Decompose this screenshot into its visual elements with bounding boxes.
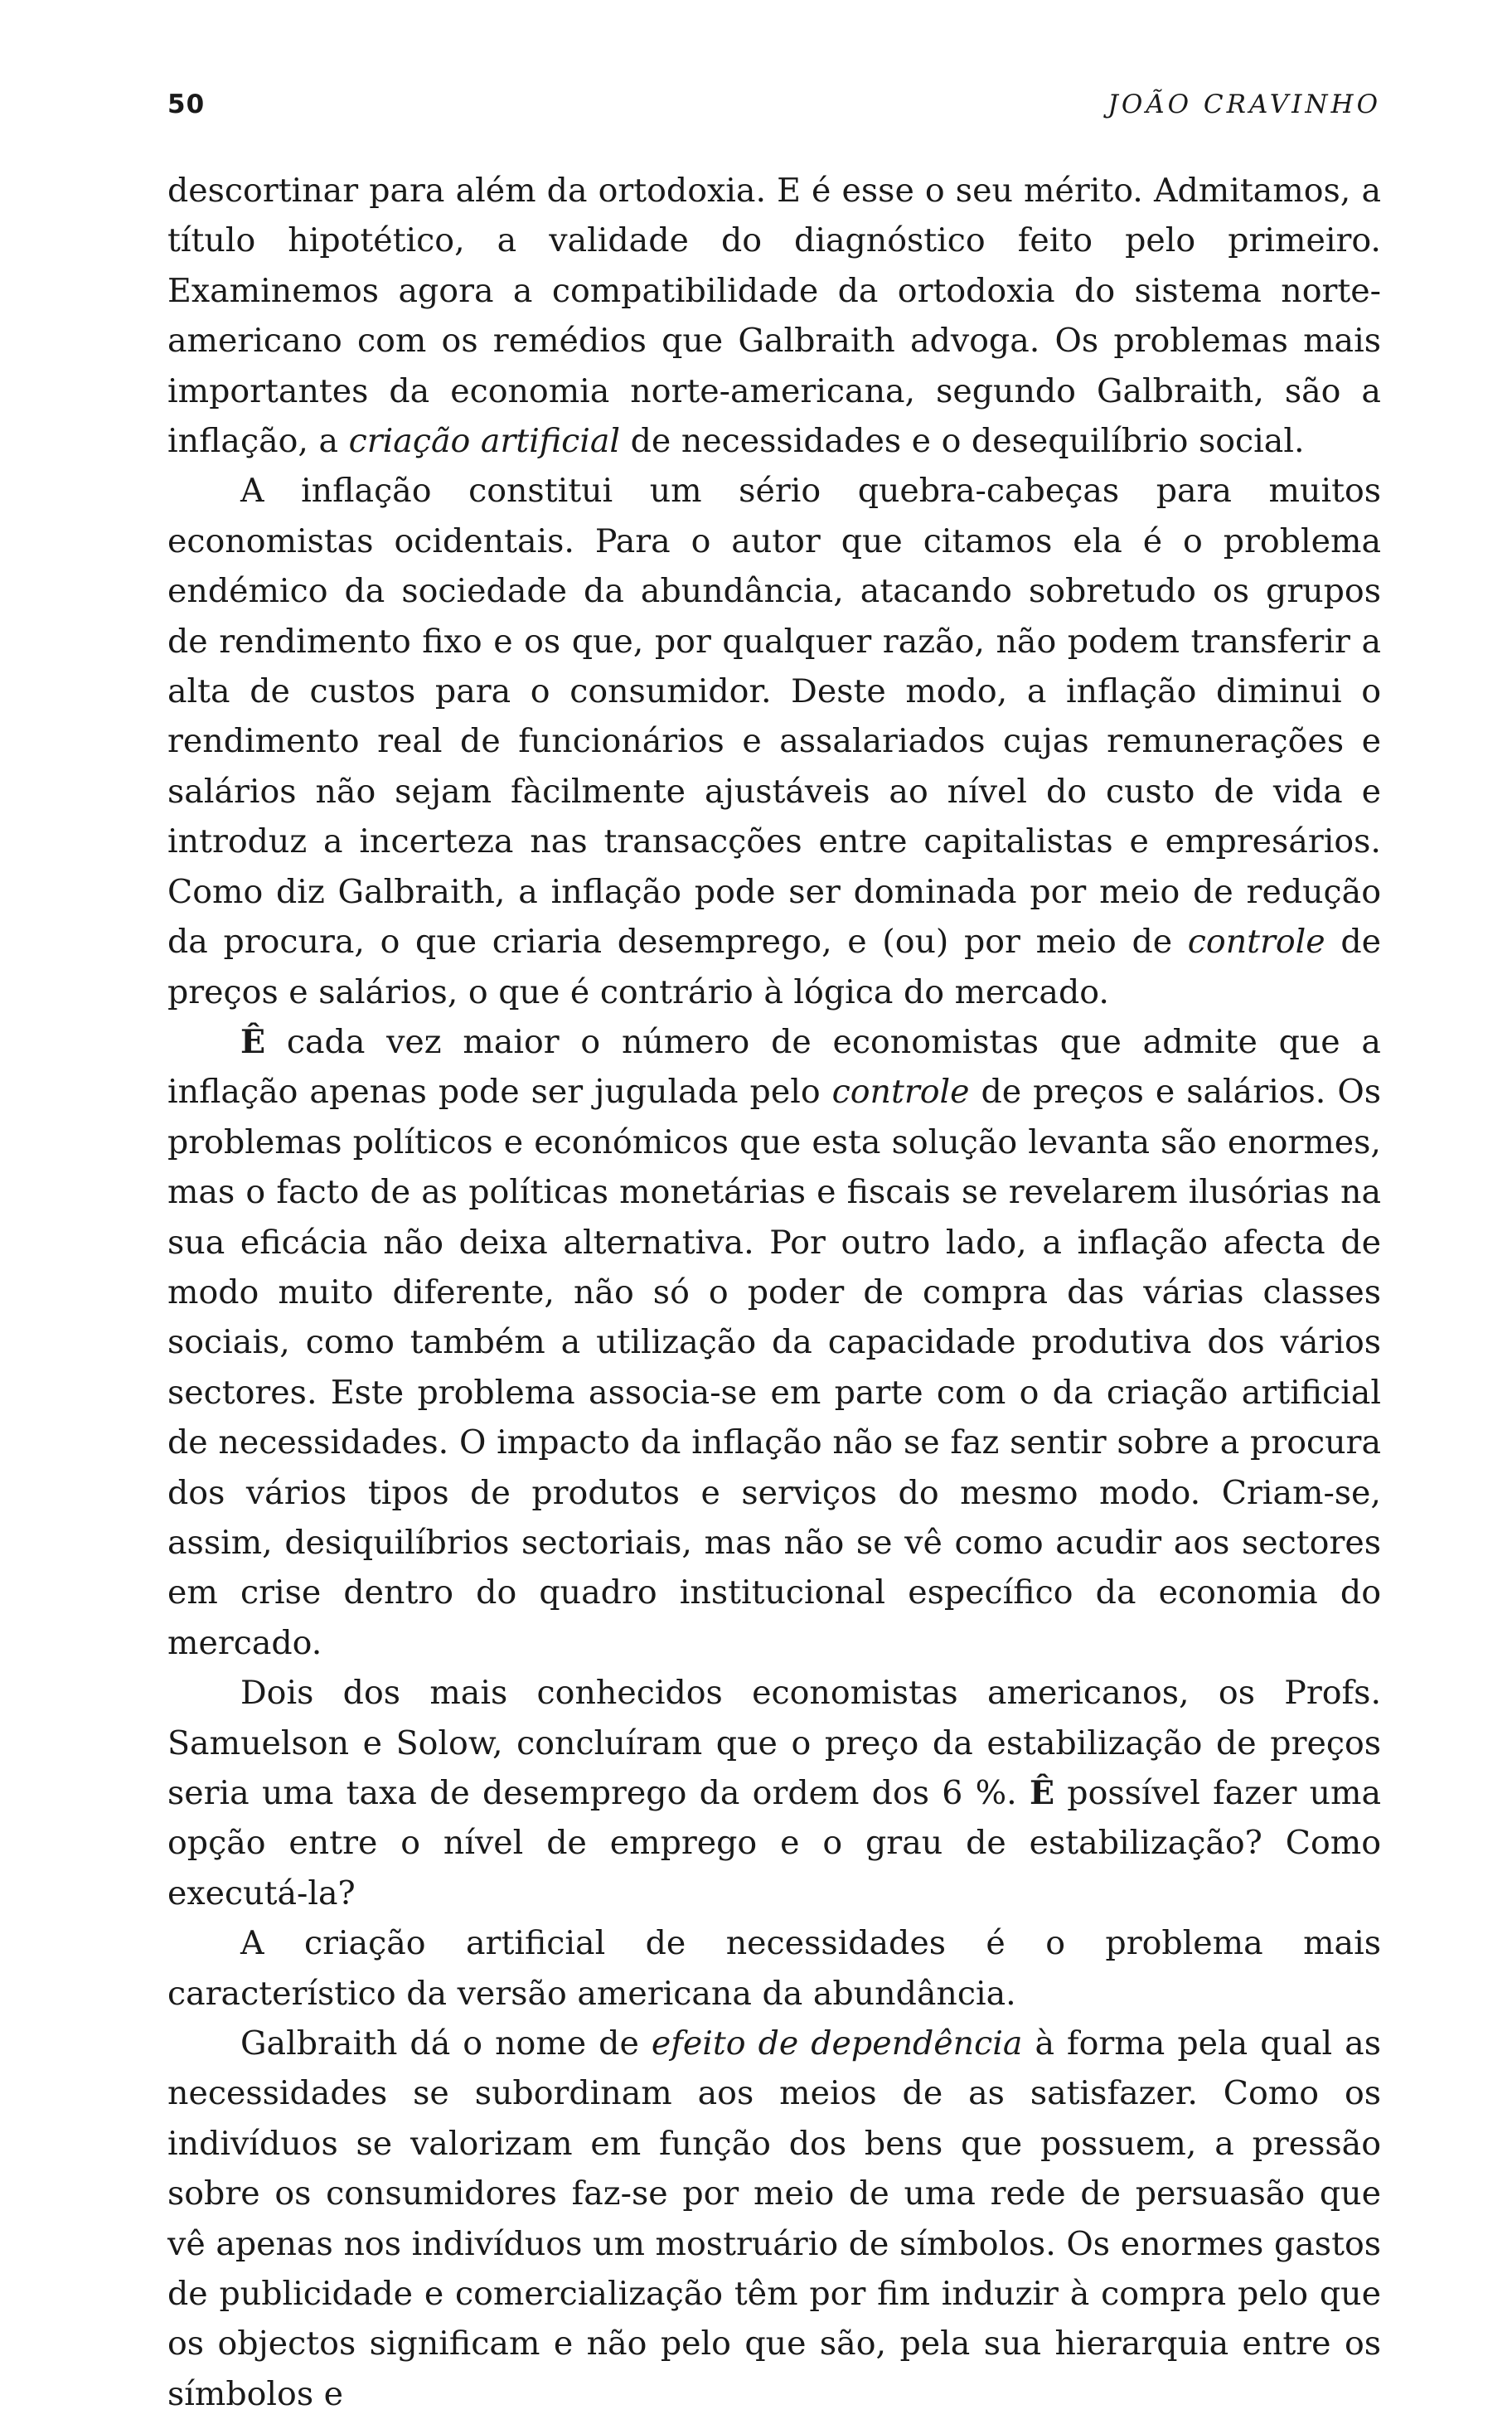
italic-phrase: criação artificial (348, 422, 621, 461)
text-run: descortinar para além da ortodoxia. E é esse o seu mérito. Admitamos, a título hipotético, a validade do diagnóstico feito pelo primeiro. Examinemos agora a compatibilidade da ortodoxia do sistema norte-americano com os remédios que Galbraith advoga. Os problemas mais importantes da economia norte-americana, segundo Galbraith, são a inflação, a (167, 172, 1381, 461)
running-head (167, 90, 1381, 129)
paragraph (167, 166, 1381, 466)
text-run: A inflação constitui um sério quebra-cabeças para muitos economistas ocidentais. Para o autor que citamos ela é o problema endémico da sociedade da abundância, atacando sobretudo os grupos de rendimento fixo e os que, por qualquer razão, não podem transferir a alta de custos para o consumidor. Deste modo, a inflação diminui o rendimento real de funcionários e assalariados cujas remunerações e salários não sejam fàcilmente ajustáveis ao nível do custo de vida e introduz a incerteza nas transacções entre capitalistas e empresários. Como diz Galbraith, a inflação pode ser dominada por meio de redução da procura, o que criaria desemprego, e (ou) por meio de (167, 472, 1381, 962)
text-run: à forma pela qual as necessidades se subordinam aos meios de as satisfazer. Como os indivíduos se valorizam em função dos bens que possuem, a pressão sobre os consumidores faz-se por meio de uma rede de persuasão que vê apenas nos indivíduos um mostruário de símbolos. Os enormes gastos de publicidade e comercialização têm por fim induzir à compra pelo que os objectos significam e não pelo que são, pela sua hierarquia entre os símbolos e (167, 2024, 1381, 2413)
italic-phrase: controle (831, 1073, 970, 1112)
running-head-author: JOÃO CRAVINHO (1107, 90, 1381, 119)
text-run: possível fazer uma opção entre o nível de emprego e o grau de estabilização? Como executá-la? (167, 1774, 1382, 1912)
italic-phrase: controle (1187, 923, 1325, 962)
text-run: cada vez maior o número de economistas que admite que a inflação apenas pode ser jugulada pelo (167, 1022, 1381, 1112)
paragraph (167, 2019, 1381, 2419)
italic-phrase: efeito de dependência (651, 2024, 1023, 2063)
body-text (167, 166, 1381, 2419)
paragraph (167, 466, 1381, 1016)
text-run: A criação artificial de necessidades é o problema mais característico da versão americana da abundância. (167, 1924, 1381, 2013)
bold-letter: Ê (240, 1022, 266, 1061)
page-number: 50 (167, 90, 206, 119)
paragraph (167, 1668, 1381, 1918)
bold-letter: Ê (1029, 1774, 1055, 1812)
text-run: Dois dos mais conhecidos economistas americanos, os Profs. Samuelson e Solow, concluíram que o preço da estabilização de preços seria uma taxa de desemprego da ordem dos 6 %. (167, 1674, 1381, 1812)
text-run: de preços e salários, o que é contrário à lógica do mercado. (167, 923, 1381, 1011)
paragraph (167, 1017, 1381, 1668)
text-run: Galbraith dá o nome de (240, 2024, 652, 2063)
text-run: de necessidades e o desequilíbrio social. (620, 422, 1305, 461)
text-run: de preços e salários. Os problemas políticos e económicos que esta solução levanta são enormes, mas o facto de as políticas monetárias e fiscais se revelarem ilusórias na sua eficácia não deixa alternativa. Por outro lado, a inflação afecta de modo muito diferente, não só o poder de compra das várias classes sociais, como também a utilização da capacidade produtiva dos vários sectores. Este problema associa-se em parte com o da criação artificial de necessidades. O impacto da inflação não se faz sentir sobre a procura dos vários tipos de produtos e serviços do mesmo modo. Criam-se, assim, desiquilíbrios sectoriais, mas não se vê como acudir aos sectores em crise dentro do quadro institucional específico da economia do mercado. (167, 1073, 1381, 1662)
paragraph (167, 1918, 1381, 2019)
